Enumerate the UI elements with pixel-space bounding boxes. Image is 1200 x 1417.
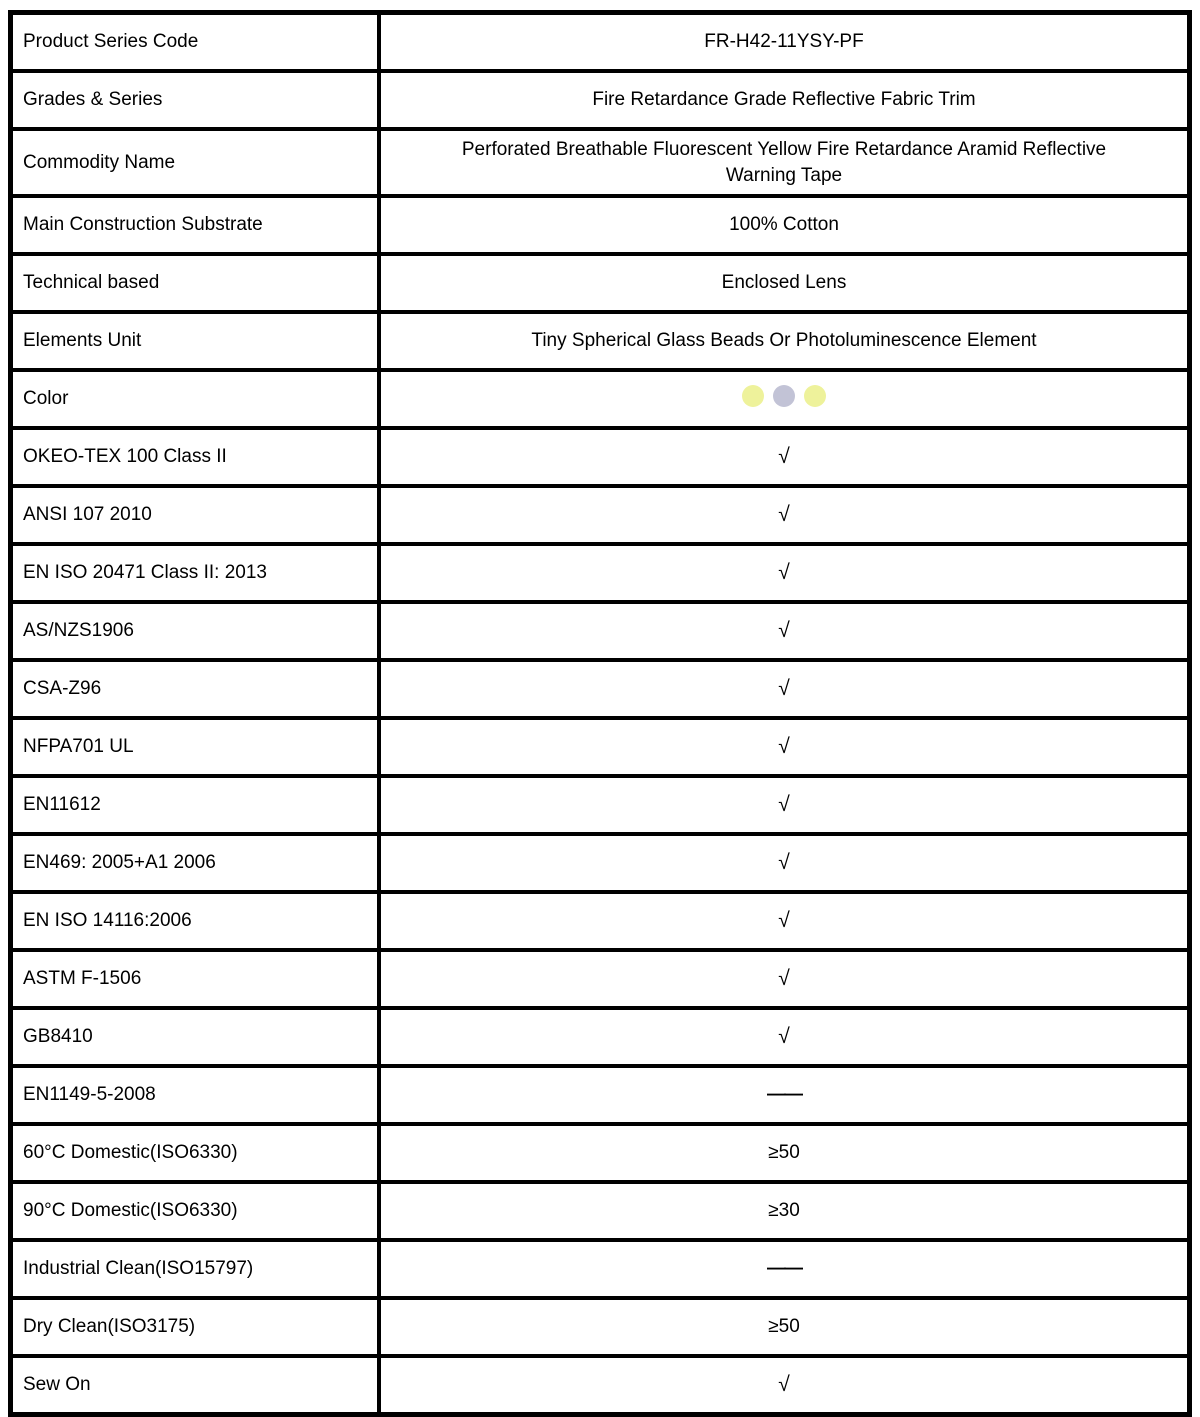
- row-label: 90°C Domestic(ISO6330): [11, 1182, 380, 1240]
- row-value: [379, 1066, 1190, 1124]
- color-swatch-fluorescent-yellow: [742, 385, 764, 407]
- row-value: [379, 834, 1190, 892]
- check-mark: √: [778, 503, 790, 527]
- table-row: [11, 892, 1190, 950]
- check-mark: √: [778, 793, 790, 817]
- check-mark: √: [778, 1025, 790, 1049]
- table-row: [11, 428, 1190, 486]
- check-mark: √: [778, 619, 790, 643]
- row-value-text: ≥30: [768, 1200, 800, 1222]
- row-value-text: FR-H42-11YSY-PF: [704, 31, 864, 52]
- row-label: ASTM F-1506: [11, 950, 380, 1008]
- row-value: [379, 13, 1190, 72]
- row-label: ANSI 107 2010: [11, 486, 380, 544]
- check-mark: √: [778, 967, 790, 991]
- row-label: Color: [11, 370, 380, 428]
- table-row: [11, 370, 1190, 428]
- row-label: CSA-Z96: [11, 660, 380, 718]
- table-row: [11, 1066, 1190, 1124]
- check-mark: √: [778, 909, 790, 933]
- table-row: [11, 196, 1190, 254]
- row-value-text: Perforated Breathable Fluorescent Yellow Fire Retardance Aramid Reflective Warning Tape: [461, 139, 1107, 186]
- check-mark: √: [778, 851, 790, 875]
- color-swatch-group: [742, 385, 826, 407]
- not-applicable-dash: ——: [767, 1084, 801, 1106]
- spec-table-body: [11, 13, 1190, 1415]
- table-row: [11, 834, 1190, 892]
- row-label: Sew On: [11, 1356, 380, 1415]
- table-row: [11, 660, 1190, 718]
- row-value: [379, 71, 1190, 129]
- row-value: [379, 718, 1190, 776]
- row-value: [379, 1356, 1190, 1415]
- product-spec-table: [8, 10, 1192, 1417]
- row-value: [379, 602, 1190, 660]
- table-row: [11, 1240, 1190, 1298]
- table-row: [11, 254, 1190, 312]
- table-row: [11, 602, 1190, 660]
- check-mark: √: [778, 735, 790, 759]
- row-label: Technical based: [11, 254, 380, 312]
- row-value: [379, 129, 1190, 196]
- table-row: [11, 1124, 1190, 1182]
- row-label: Dry Clean(ISO3175): [11, 1298, 380, 1356]
- table-row: [11, 1356, 1190, 1415]
- row-value: [379, 428, 1190, 486]
- row-label: Grades & Series: [11, 71, 380, 129]
- row-label: EN11612: [11, 776, 380, 834]
- row-value: [379, 312, 1190, 370]
- row-value: [379, 892, 1190, 950]
- table-row: [11, 71, 1190, 129]
- row-value: [379, 196, 1190, 254]
- row-label: AS/NZS1906: [11, 602, 380, 660]
- color-swatch-fluorescent-yellow: [804, 385, 826, 407]
- row-value-text: ≥50: [768, 1316, 800, 1338]
- row-value: [379, 660, 1190, 718]
- check-mark: √: [778, 561, 790, 585]
- row-label: GB8410: [11, 1008, 380, 1066]
- not-applicable-dash: ——: [767, 1258, 801, 1280]
- row-value: [379, 950, 1190, 1008]
- table-row: [11, 1182, 1190, 1240]
- check-mark: √: [778, 445, 790, 469]
- table-row: [11, 13, 1190, 72]
- row-value: [379, 370, 1190, 428]
- row-value: [379, 1124, 1190, 1182]
- table-row: [11, 486, 1190, 544]
- row-label: NFPA701 UL: [11, 718, 380, 776]
- row-label: OKEO-TEX 100 Class II: [11, 428, 380, 486]
- check-mark: √: [778, 677, 790, 701]
- row-label: EN1149-5-2008: [11, 1066, 380, 1124]
- table-row: [11, 312, 1190, 370]
- table-row: [11, 1008, 1190, 1066]
- row-label: EN469: 2005+A1 2006: [11, 834, 380, 892]
- row-value: [379, 776, 1190, 834]
- row-value-text: ≥50: [768, 1142, 800, 1164]
- row-value-text: Enclosed Lens: [721, 272, 847, 294]
- row-value-text: 100% Cotton: [729, 214, 839, 236]
- table-row: [11, 129, 1190, 196]
- table-row: [11, 950, 1190, 1008]
- row-label: Main Construction Substrate: [11, 196, 380, 254]
- row-value: [379, 1240, 1190, 1298]
- row-label: 60°C Domestic(ISO6330): [11, 1124, 380, 1182]
- row-label: EN ISO 14116:2006: [11, 892, 380, 950]
- row-value-text: Tiny Spherical Glass Beads Or Photoluminescence Element: [531, 330, 1037, 352]
- row-value: [379, 1182, 1190, 1240]
- row-label: Industrial Clean(ISO15797): [11, 1240, 380, 1298]
- table-row: [11, 544, 1190, 602]
- table-row: [11, 776, 1190, 834]
- row-label: EN ISO 20471 Class II: 2013: [11, 544, 380, 602]
- color-swatch-silver-gray: [773, 385, 795, 407]
- row-value: [379, 1008, 1190, 1066]
- table-row: [11, 718, 1190, 776]
- row-label: Commodity Name: [11, 129, 380, 196]
- row-value: [379, 1298, 1190, 1356]
- table-row: [11, 1298, 1190, 1356]
- row-value: [379, 254, 1190, 312]
- row-label: Product Series Code: [11, 13, 380, 72]
- row-value: [379, 486, 1190, 544]
- row-value-text: Fire Retardance Grade Reflective Fabric Trim: [592, 89, 976, 110]
- check-mark: √: [778, 1373, 790, 1397]
- row-value: [379, 544, 1190, 602]
- row-label: Elements Unit: [11, 312, 380, 370]
